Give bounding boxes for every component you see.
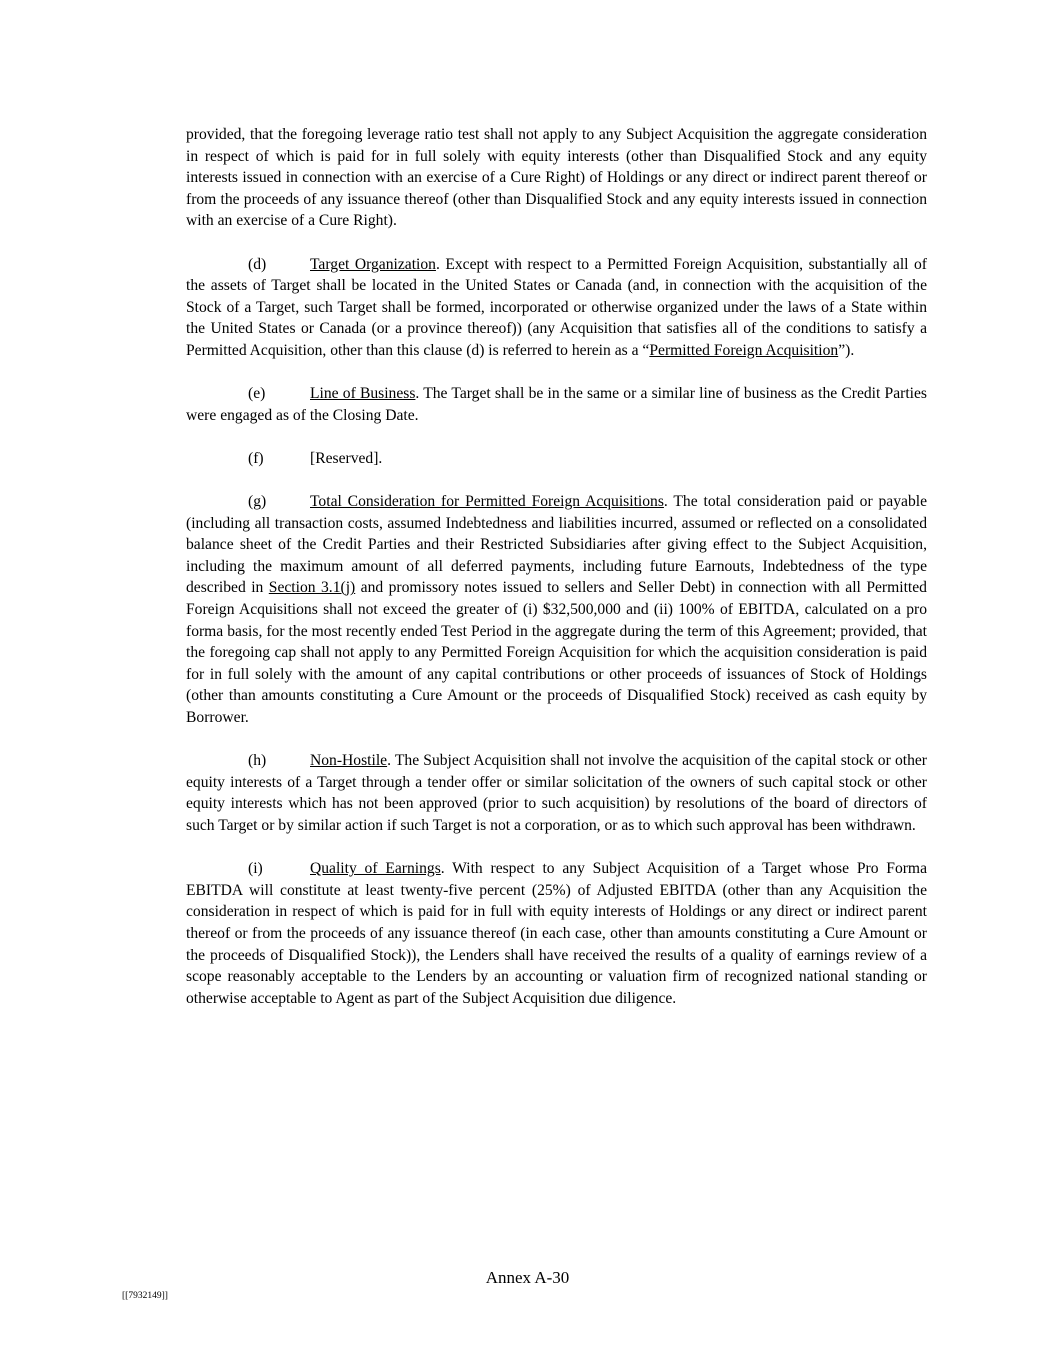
clause-text: [Reserved]. <box>310 449 383 467</box>
document-id: [[7932149]] <box>122 1291 168 1301</box>
clause-f <box>186 448 927 470</box>
defined-term: Target Organization <box>310 255 436 273</box>
clause-g <box>186 491 927 729</box>
clause-label: (i) <box>248 860 263 878</box>
clause-label: (d) <box>248 255 267 273</box>
clause-label: (g) <box>248 493 267 511</box>
clause-text: and promissory notes issued to sellers and Seller Debt) in connection with all Permitted Foreign Acquisitions shall not exceed the greater of (i) $32,500,000 and (ii) 100% of EBITDA, calculated on a pro forma basis, for the most recently ended Test Period in the aggregate during the term of this Agreement; provided, that the foregoing cap shall not apply to any Permitted Foreign Acquisition for which the acquisition consideration is paid for in full solely with the amount of any capital contributions or other proceeds of issuances of Stock of Holdings (other than amounts constituting a Cure Amount or the proceeds of Disqualified Stock) received as cash equity by Borrower. <box>186 579 927 727</box>
defined-term: Quality of Earnings <box>310 860 441 878</box>
clause-text: . The total consideration paid or payable (including all transaction costs, assumed Indebtedness and liabilities incurred, assumed or reflected on a consolidated balance sheet of the Credit Parties and their Restricted Subsidiaries after giving effect to the Subject Acquisition, including the maximum amount of all deferred payments, including future Earnouts, Indebtedness of the type described in <box>186 493 927 597</box>
paragraph-continuation <box>186 124 927 232</box>
clause-text: . Except with respect to a Permitted Foreign Acquisition, substantially all of the assets of Target shall be located in the United States or Canada (and, in connection with the acquisition of the Stock of a Target, such Target shall be formed, incorporated or otherwise organized under the laws of a State within the United States or Canada (or a province thereof)) (any Acquisition that satisfies all of the conditions to satisfy a Permitted Acquisition, other than this clause (d) is referred to herein as a “ <box>186 255 927 359</box>
document-body <box>186 124 927 1031</box>
defined-term: Section 3.1(j) <box>268 579 356 597</box>
clause-i <box>186 858 927 1009</box>
clause-e <box>186 383 927 426</box>
defined-term: Line of Business <box>310 385 416 403</box>
clause-label: (h) <box>248 752 267 770</box>
clause-label: (e) <box>248 385 266 403</box>
clause-text: . The Subject Acquisition shall not involve the acquisition of the capital stock or other equity interests of a Target through a tender offer or similar solicitation of the owners of such capital stock or other equity interests which has not been approved (prior to such acquisition) by resolutions of the board of directors of such Target or by similar action if such Target is not a corporation, or as to which such approval has been withdrawn. <box>186 752 927 834</box>
defined-term: Total Consideration for Permitted Foreign Acquisitions <box>310 493 664 511</box>
defined-term: Non-Hostile <box>310 752 388 770</box>
defined-term: Permitted Foreign Acquisition <box>649 341 839 359</box>
clause-text: . With respect to any Subject Acquisition of a Target whose Pro Forma EBITDA will constitute at least twenty-five percent (25%) of Adjusted EBITDA (other than any Acquisition the consideration in respect of which is paid for in full with equity interests of Holdings or any direct or indirect parent thereof or from the proceeds of any issuance thereof (in each case, other than amounts constituting a Cure Amount or the proceeds of Disqualified Stock)), the Lenders shall have received the results of a quality of earnings review of a scope reasonably acceptable to the Lenders by an accounting or valuation firm of recognized national standing or otherwise acceptable to Agent as part of the Subject Acquisition due diligence. <box>186 860 927 1007</box>
clause-h <box>186 750 927 836</box>
clause-d <box>186 254 927 362</box>
clause-label: (f) <box>248 449 264 467</box>
page-number: Annex A-30 <box>485 1268 570 1287</box>
clause-text: ”). <box>838 341 855 359</box>
clause-text: . The Target shall be in the same or a similar line of business as the Credit Parties were engaged as of the Closing Date. <box>186 385 927 424</box>
clause-text: provided, that the foregoing leverage ratio test shall not apply to any Subject Acquisition the aggregate consideration in respect of which is paid for in full solely with equity interests (other than Disqualified Stock and any equity interests issued in connection with an exercise of a Cure Right) of Holdings or any direct or indirect parent thereof or from the proceeds of any issuance thereof (other than Disqualified Stock and any equity interests issued in connection with an exercise of a Cure Right). <box>186 126 927 230</box>
